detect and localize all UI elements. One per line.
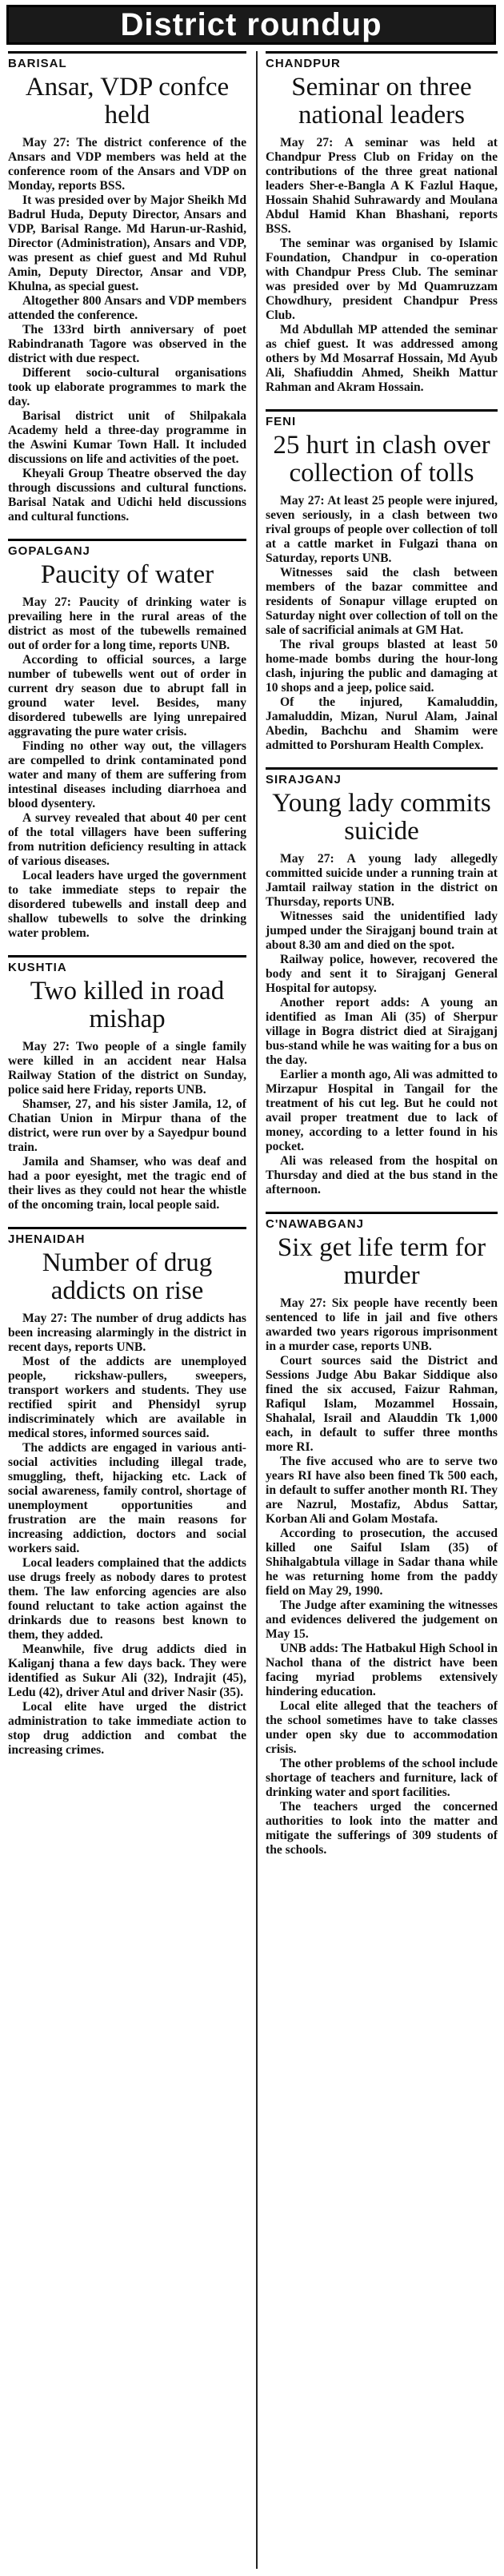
article-paragraph: Barisal district unit of Shilpakala Academy held a three-day programme in the Aswini Kumar Town Hall. It included discussions on life and activities of the poet. [8,409,246,466]
article-paragraph: Another report adds: A young an identified as Iman Ali (35) of Sherpur village in Bogra district died at Sirajganj bus-stand while he was waiting for a bus on the day. [266,996,498,1067]
dateline-place: FENI [266,409,498,428]
article-paragraph: Kheyali Group Theatre observed the day through discussions and cultural functions. Barisal Natak and Udichi held discussions and cultural functions. [8,467,246,524]
article-paragraph: The addicts are engaged in various anti-social activities including illegal trade, smuggling, theft, hijacking etc. Lack of social awareness, family control, shortage of unemployment opportunities and frustration are the main reasons for increasing addiction, doctors and social workers said. [8,1441,246,1555]
article-paragraph: A survey revealed that about 40 per cent of the total villagers have been suffering from nutrition deficiency resulting in attack of various diseases. [8,811,246,868]
article-chandpur [266,51,498,395]
article-headline: Paucity of water [40,560,214,589]
article-paragraph: UNB adds: The Hatbakul High School in Nachol thana of the district have been facing myriad problems extensively hindering education. [266,1642,498,1698]
article-feni [266,409,498,753]
article-gopalganj [8,539,246,941]
left-column [8,51,253,1772]
article-paragraph: The other problems of the school include shortage of teachers and furniture, lack of drinking water and sport facilities. [266,1757,498,1799]
article-paragraph: Different socio-cultural organisations took up elaborate programmes to mark the day. [8,366,246,408]
article-paragraph: Altogether 800 Ansars and VDP members attended the conference. [8,294,246,322]
article-paragraph: May 27: A seminar was held at Chandpur Press Club on Friday on the contributions of the three great national leaders Sher-e-Bangla A K Fazlul Haque, Hossain Shahid Suhrawardy and Moulana Abdul Hamid Khan Bhashani, reports BSS. [266,136,498,236]
article-paragraph: Earlier a month ago, Ali was admitted to Mirzapur Hospital in Tangail for the treatment of his cut leg. But he could not avail proper treatment due to lack of money, according to a letter found in his pocket. [266,1068,498,1153]
article-paragraph: According to official sources, a large number of tubewells went out of order in current dry season due to abrupt fall in ground water level. Besides, many disordered tubewells are lying unrepaired aggravating the pure water crisis. [8,653,246,739]
article-paragraph: Witnesses said the unidentified lady jumped under the Sirajganj bound train at about 8.30 am and died on the spot. [266,910,498,952]
article-paragraph: The Judge after examining the witnesses and evidences delivered the judgement on May 15. [266,1599,498,1641]
dateline-place: C'NAWABGANJ [266,1212,498,1231]
article-paragraph: Md Abdullah MP attended the seminar as chief guest. It was addressed among others by Md Mosarraf Hossain, Md Ayub Ali, Shafiuddin Ahmed, Sheikh Mattur Rahman and Akram Hossain. [266,323,498,394]
article-sirajganj [266,767,498,1197]
article-paragraph: Of the injured, Kamaluddin, Jamaluddin, Mizan, Nurul Alam, Jainal Abedin, Bachchu and Shamim were admitted to Porshuram Health Complex. [266,695,498,752]
article-paragraph: Most of the addicts are unemployed people, rickshaw-pullers, sweepers, transport workers and students. They use rectified spirit and Phensidyl syrup indiscriminately which are available in medical stores, informed sources said. [8,1355,246,1440]
dateline-place: GOPALGANJ [8,539,246,558]
article-paragraph: Jamila and Shamser, who was deaf and had a poor eyesight, met the tragic end of their lives as they could not hear the whistle of the oncoming train, local people said. [8,1155,246,1212]
article-paragraph: Railway police, however, recovered the body and sent it to Sirajganj General Hospital for autopsy. [266,953,498,995]
article-paragraph: May 27: The district conference of the Ansars and VDP members was held at the conference room of the Ansars and VDP on Monday, reports BSS. [8,136,246,193]
article-jhenaidah [8,1227,246,1758]
article-c-nawabganj [266,1212,498,1857]
right-column [261,51,498,1872]
article-headline: Young lady commits suicide [272,789,491,846]
article-paragraph: Local leaders complained that the addicts use drugs freely as nobody dares to protest them. The law enforcing agencies are also found reluctant to take action against the drinkards due to reasons best known to them, they added. [8,1556,246,1642]
article-paragraph: May 27: Two people of a single family were killed in an accident near Halsa Railway Station of the district on Sunday, police said here Friday, reports UNB. [8,1040,246,1097]
page-title: District roundup [120,6,382,42]
article-paragraph: The five accused who are to serve two years RI have also been fined Tk 500 each, in default to suffer another month RI. They are Nazrul, Mostafiz, Abdus Sattar, Korban Ali and Golam Mostafa. [266,1455,498,1526]
article-paragraph: Meanwhile, five drug addicts died in Kaliganj thana a few days back. They were identified as Sukur Ali (32), Indrajit (45), Ledu (42), driver Atul and driver Nasir (35). [8,1642,246,1699]
article-paragraph: Local elite alleged that the teachers of the school sometimes have to take classes under open sky due to accommodation crisis. [266,1699,498,1756]
article-paragraph: Shamser, 27, and his sister Jamila, 12, of Chatian Union in Mirpur thana of the district, were run over by a Sayedpur bound train. [8,1097,246,1154]
article-paragraph: The 133rd birth anniversary of poet Rabindranath Tagore was observed in the district with due respect. [8,323,246,365]
article-paragraph: Witnesses said the clash between members of the bazar committee and residents of Sonapur village erupted on Saturday night over collection of toll on the sale of sacrificial animals at GM Hat. [266,566,498,637]
article-paragraph: Finding no other way out, the villagers are compelled to drink contaminated pond water and many of them are suffering from intestinal diseases including diarrhoea and blood dysentery. [8,739,246,810]
article-paragraph: May 27: At least 25 people were injured, seven seriously, in a clash between two rival groups of people over collection of toll at a cattle market in Fulgazi thana on Saturday, reports UNB. [266,494,498,565]
article-paragraph: The rival groups blasted at least 50 home-made bombs during the hour-long clash, injuring the public and damaging at 10 shops and a jeep, police said. [266,638,498,695]
article-paragraph: May 27: A young lady allegedly committed suicide under a running train at Jamtail railway station in the district on Thursday, reports UNB. [266,852,498,909]
dateline-place: JHENAIDAH [8,1227,246,1246]
dateline-place: SIRAJGANJ [266,767,498,786]
article-paragraph: May 27: Six people have recently been sentenced to life in jail and five others awarded two years rigorous imprisonment in a murder case, reports UNB. [266,1296,498,1353]
article-kushtia [8,955,246,1212]
column-divider [256,51,258,2569]
article-headline: Ansar, VDP confce held [25,73,230,129]
article-paragraph: Court sources said the District and Sessions Judge Abu Bakar Siddique also fined the six accused, Faizur Rahman, Rafiqul Islam, Mozammel Hossain, Shahalal, Israil and Alauddin Tk 1,000 each, in default to suffer three months more RI. [266,1354,498,1454]
article-headline: 25 hurt in clash over collection of tolls [273,431,490,488]
dateline-place: CHANDPUR [266,51,498,70]
article-headline: Seminar on three national leaders [291,73,472,129]
article-paragraph: Ali was released from the hospital on Thursday and died at the bus stand in the afternoon. [266,1154,498,1196]
dateline-place: BARISAL [8,51,246,70]
dateline-place: KUSHTIA [8,955,246,974]
article-paragraph: According to prosecution, the accused killed one Saiful Islam (35) of Shihalgabtula village in Sadar thana while he was returning home from the paddy field on May 29, 1990. [266,1527,498,1598]
article-paragraph: The teachers urged the concerned authorities to look into the matter and mitigate the sufferings of 309 students of the schools. [266,1800,498,1857]
article-paragraph: May 27: Paucity of drinking water is prevailing here in the rural areas of the district as most of the tubewells remained out of order for a long time, reports UNB. [8,595,246,652]
article-paragraph: The seminar was organised by Islamic Foundation, Chandpur in co-operation with Chandpur Press Club. The seminar was presided over by Md Quamruzzam Chowdhury, president Chandpur Press Club. [266,237,498,322]
article-barisal [8,51,246,524]
article-paragraph: May 27: The number of drug addicts has been increasing alarmingly in the district in recent days, reports UNB. [8,1312,246,1354]
article-paragraph: Local elite have urged the district administration to take immediate action to stop drug addiction and combat the increasing crimes. [8,1700,246,1757]
article-paragraph: Local leaders have urged the government to take immediate steps to repair the disordered tubewells and install deep and shallow tubewells to solve the drinking water problem. [8,869,246,940]
article-headline: Number of drug addicts on rise [42,1248,213,1305]
article-headline: Two killed in road mishap [30,977,225,1033]
article-paragraph: It was presided over by Major Sheikh Md Badrul Huda, Deputy Director, Ansars and VDP, Barisal Range. Md Harun-ur-Rashid, Director (Administration), Ansars and VDP, was present as chief guest and Md Ruhul Amin, Deputy Director, Ansar and VDP, Khulna, as special guest. [8,193,246,293]
article-headline: Six get life term for murder [277,1233,486,1290]
masthead [6,5,496,45]
